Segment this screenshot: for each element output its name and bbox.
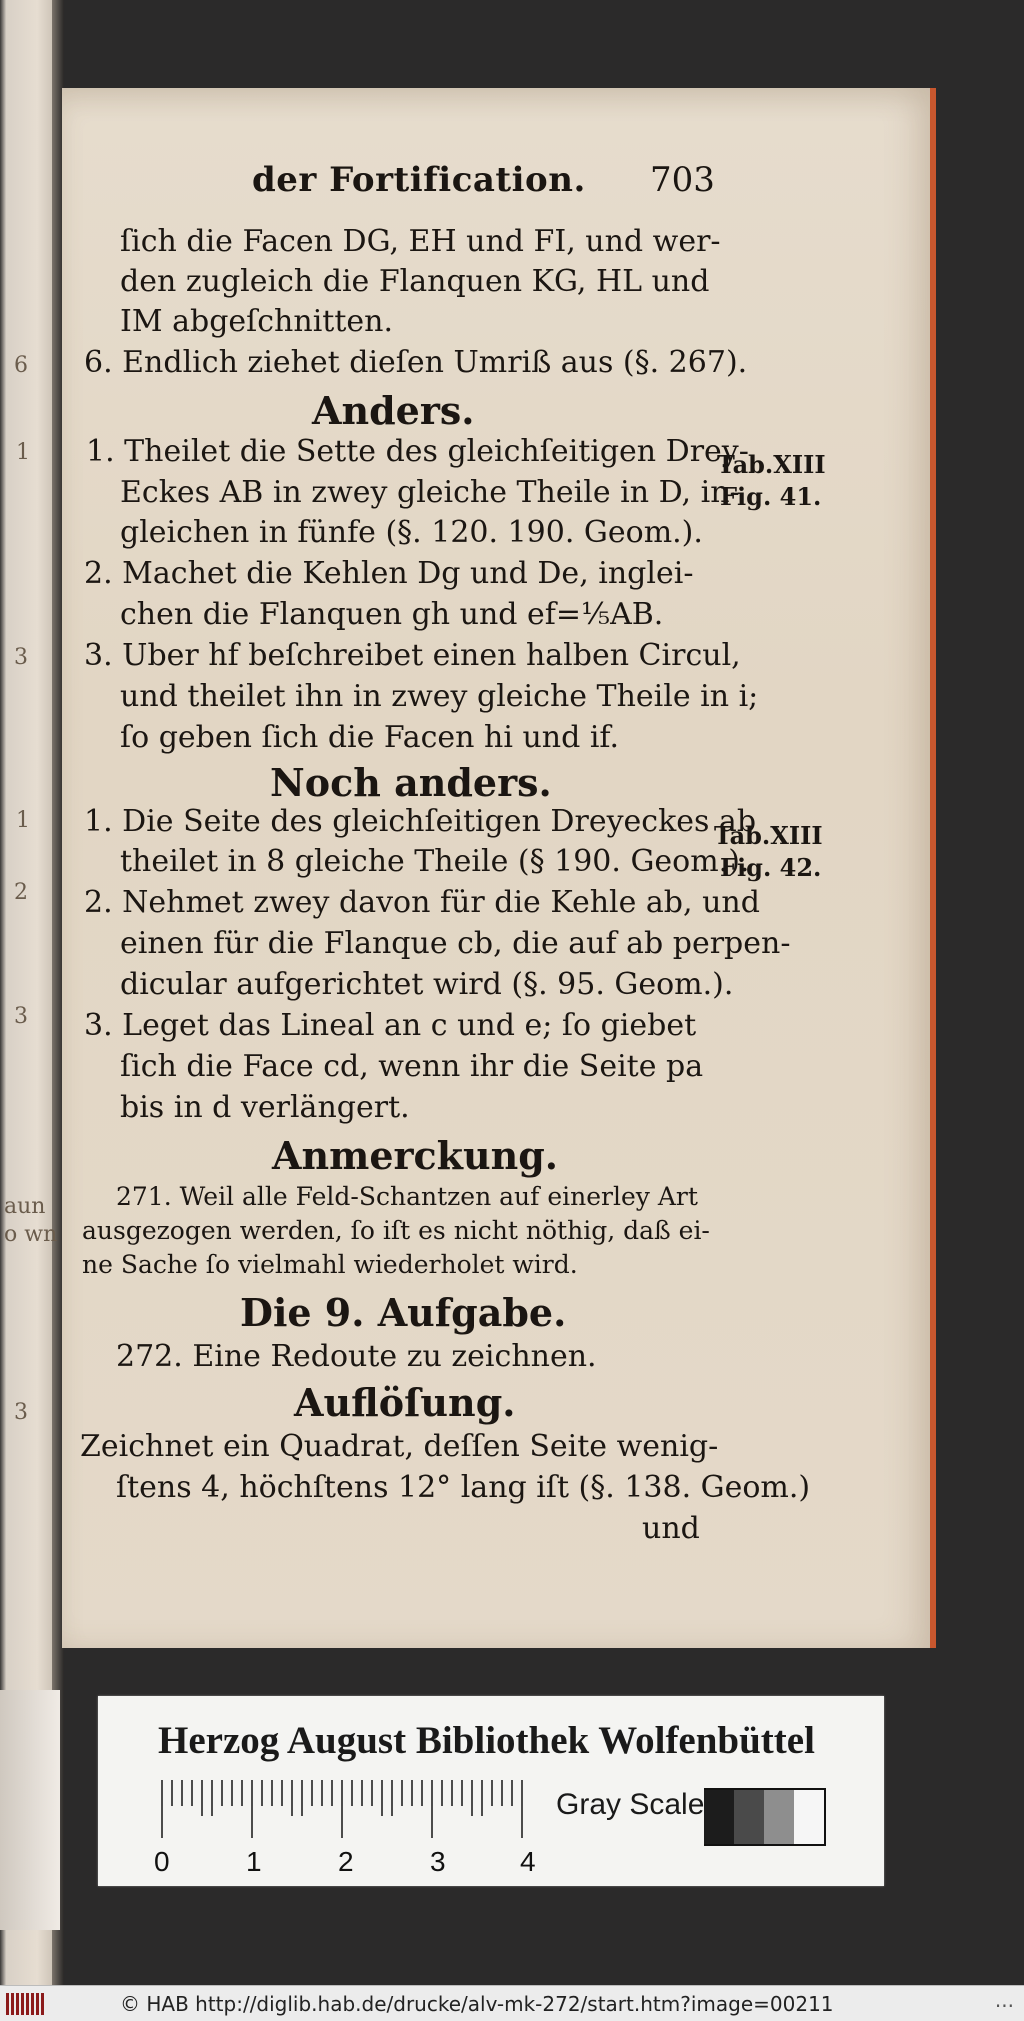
margin-note: Tab.XIII (714, 821, 823, 850)
text-line: ne Sache ſo vielmahl wiederholet wird. (82, 1250, 578, 1279)
ruler-label: 3 (430, 1846, 446, 1877)
page-text-block (62, 88, 930, 1648)
copyright-link[interactable]: © HAB http://diglib.hab.de/drucke/alv-mk-272/start.htm?image=00211 (120, 1992, 834, 2016)
left-page-fragment (0, 1690, 60, 1930)
ruler-label: 2 (338, 1846, 354, 1877)
text-line: IM abgeſchnitten. (120, 304, 394, 339)
more-options-icon[interactable]: ... (994, 1988, 1014, 2012)
section-heading: Auflöſung. (294, 1380, 516, 1425)
page-number: 703 (650, 160, 715, 200)
text-line: ſich die Facen DG, EH und FI, und wer- (120, 224, 721, 259)
text-line: 2. Machet die Kehlen Dg und De, inglei- (84, 556, 694, 591)
catchword: und (642, 1511, 700, 1546)
left-page-mark: 3 (14, 1400, 28, 1425)
left-page-mark: 1 (16, 808, 30, 833)
text-line: gleichen in fünfe (§. 120. 190. Geom.). (120, 515, 703, 550)
gray-swatch-black (704, 1788, 734, 1846)
gray-scale-label: Gray Scale (556, 1788, 705, 1821)
section-heading: Anders. (312, 388, 475, 433)
text-line: 271. Weil alle Feld-Schantzen auf einerley Art (116, 1182, 698, 1211)
text-line: und theilet ihn in zwey gleiche Theile in i; (120, 679, 759, 714)
hab-logo-icon (6, 1993, 46, 2015)
color-calibration-card (98, 1696, 884, 1886)
text-line: ausgezogen werden, ſo iſt es nicht nöthig, daß ei- (82, 1216, 710, 1245)
text-line: bis in d verlängert. (120, 1090, 410, 1125)
left-page-mark: 3 (14, 1004, 28, 1029)
text-line: dicular aufgerichtet wird (§. 95. Geom.). (120, 967, 734, 1002)
text-line: theilet in 8 gleiche Theile (§ 190. Geom.). (120, 844, 750, 879)
text-line: 6. Endlich ziehet dieſen Umriß aus (§. 267). (84, 345, 748, 380)
text-line: ſtens 4, höchſtens 12° lang iſt (§. 138. Geom.) (116, 1470, 811, 1505)
left-page-mark: 3 (14, 645, 28, 670)
text-line: 2. Nehmet zwey davon für die Kehle ab, und (84, 885, 760, 920)
left-page-mark: 2 (14, 880, 28, 905)
left-page-mark: 1 (16, 440, 30, 465)
footer-bar (0, 1985, 1024, 2021)
text-line: 1. Theilet die Sette des gleichſeitigen Drey- (86, 434, 749, 469)
section-heading: Anmerckung. (272, 1133, 559, 1178)
left-page-mark: 6 (14, 353, 28, 378)
margin-note: Tab.XIII (717, 450, 826, 479)
left-page-mark: aun (4, 1194, 46, 1219)
text-line: einen für die Flanque cb, die auf ab perpen- (120, 926, 791, 961)
library-name: Herzog August Bibliothek Wolfenbüttel (158, 1719, 815, 1762)
margin-note: Fig. 42. (720, 853, 822, 882)
ruler-label: 4 (520, 1846, 536, 1877)
text-line: ſich die Face cd, wenn ihr die Seite pa (120, 1049, 704, 1084)
section-heading: Die 9. Aufgabe. (240, 1290, 567, 1335)
gray-swatch-white (794, 1788, 826, 1846)
text-line: den zugleich die Flanquen KG, HL und (120, 264, 710, 299)
ruler-scale (160, 1780, 528, 1840)
text-line: ſo geben ſich die Facen hi und if. (120, 720, 619, 755)
left-page-mark: o wn (4, 1222, 58, 1247)
text-line: 3. Leget das Lineal an c und e; ſo giebet (84, 1008, 697, 1043)
ruler-label: 0 (154, 1846, 170, 1877)
text-line: 272. Eine Redoute zu zeichnen. (116, 1339, 597, 1374)
margin-note: Fig. 41. (720, 482, 822, 511)
gray-swatch-mid (764, 1788, 794, 1846)
running-head: der Fortification. (252, 160, 586, 200)
text-line: Eckes AB in zwey gleiche Theile in D, in- (120, 475, 740, 510)
ruler-label: 1 (246, 1846, 262, 1877)
gray-swatch-dark (734, 1788, 764, 1846)
text-line: 3. Uber hf beſchreibet einen halben Circul, (84, 638, 741, 673)
text-line: Zeichnet ein Quadrat, deſſen Seite wenig- (80, 1429, 719, 1464)
text-line: chen die Flanquen gh und ef=⅕AB. (120, 597, 664, 632)
text-line: 1. Die Seite des gleichſeitigen Dreyeckes ab (84, 804, 757, 839)
book-page (62, 88, 936, 1648)
section-heading: Noch anders. (270, 760, 552, 805)
